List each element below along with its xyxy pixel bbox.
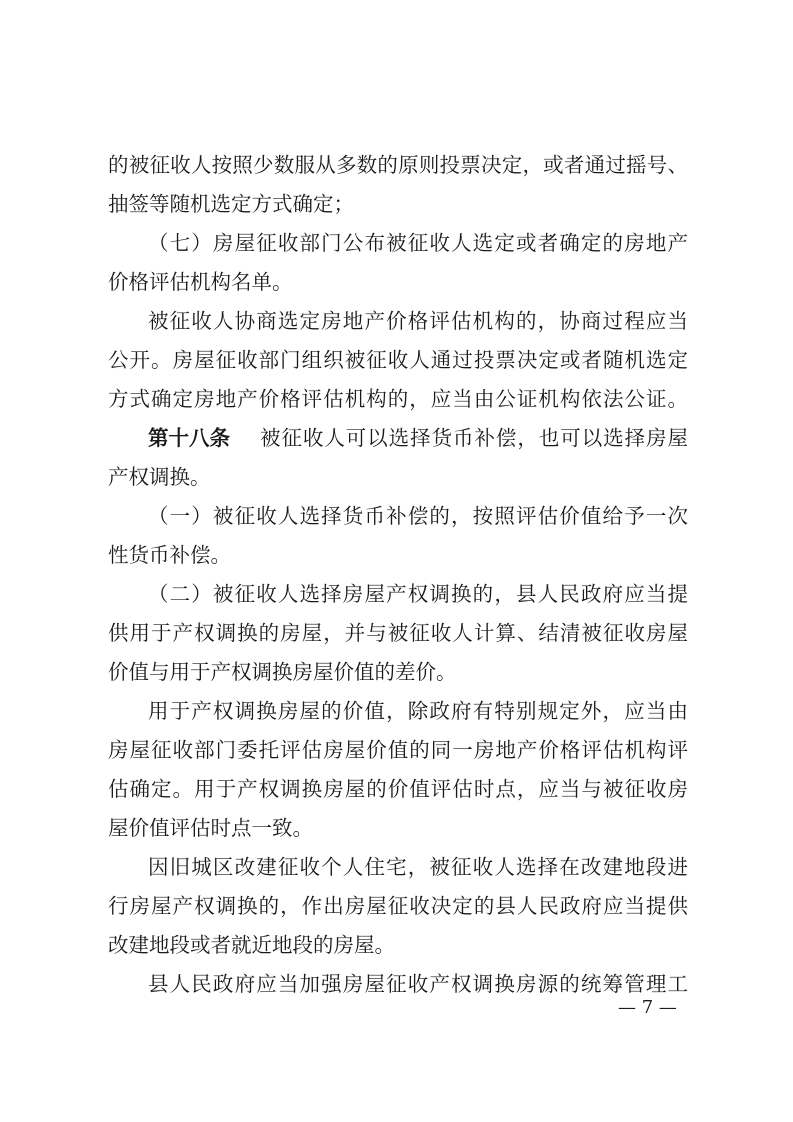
text-line: 因旧城区改建征收个人住宅，被征收人选择在改建地段进 bbox=[148, 855, 688, 879]
text-line: （一）被征收人选择货币补偿的，按照评估价值给予一次 bbox=[148, 504, 688, 528]
text-line: 价值与用于产权调换房屋价值的差价。 bbox=[108, 660, 457, 684]
text-line: 的被征收人按照少数服从多数的原则投票决定，或者通过摇号、 bbox=[108, 153, 688, 177]
text-line: 产权调换。 bbox=[108, 465, 211, 489]
text-line: 房屋征收部门委托评估房屋价值的同一房地产价格评估机构评 bbox=[108, 738, 688, 762]
text-line: 被征收人可以选择货币补偿，也可以选择房屋 bbox=[260, 426, 688, 450]
article-heading bbox=[148, 423, 248, 453]
text-line: 县人民政府应当加强房屋征收产权调换房源的统筹管理工 bbox=[148, 972, 688, 996]
text-line: 公开。房屋征收部门组织被征收人通过投票决定或者随机选定 bbox=[108, 348, 688, 372]
text-line: 抽签等随机选定方式确定； bbox=[108, 192, 354, 216]
text-line: 屋价值评估时点一致。 bbox=[108, 816, 313, 840]
article-number: 第十八条 bbox=[148, 426, 230, 450]
text-line: 用于产权调换房屋的价值，除政府有特别规定外，应当由 bbox=[148, 699, 688, 723]
text-line: 估确定。用于产权调换房屋的价值评估时点，应当与被征收房 bbox=[108, 777, 688, 801]
page-number: — 7 — bbox=[618, 997, 677, 1018]
text-line: 方式确定房地产价格评估机构的，应当由公证机构依法公证。 bbox=[108, 387, 688, 411]
text-line: 被征收人协商选定房地产价格评估机构的，协商过程应当 bbox=[148, 309, 688, 333]
text-line: 改建地段或者就近地段的房屋。 bbox=[108, 933, 395, 957]
text-line: （二）被征收人选择房屋产权调换的，县人民政府应当提 bbox=[148, 582, 688, 606]
text-line: 价格评估机构名单。 bbox=[108, 270, 293, 294]
text-line: 供用于产权调换的房屋，并与被征收人计算、结清被征收房屋 bbox=[108, 621, 688, 645]
text-line: （七）房屋征收部门公布被征收人选定或者确定的房地产 bbox=[148, 231, 688, 255]
text-line: 性货币补偿。 bbox=[108, 543, 231, 567]
text-line: 行房屋产权调换的，作出房屋征收决定的县人民政府应当提供 bbox=[108, 894, 688, 918]
